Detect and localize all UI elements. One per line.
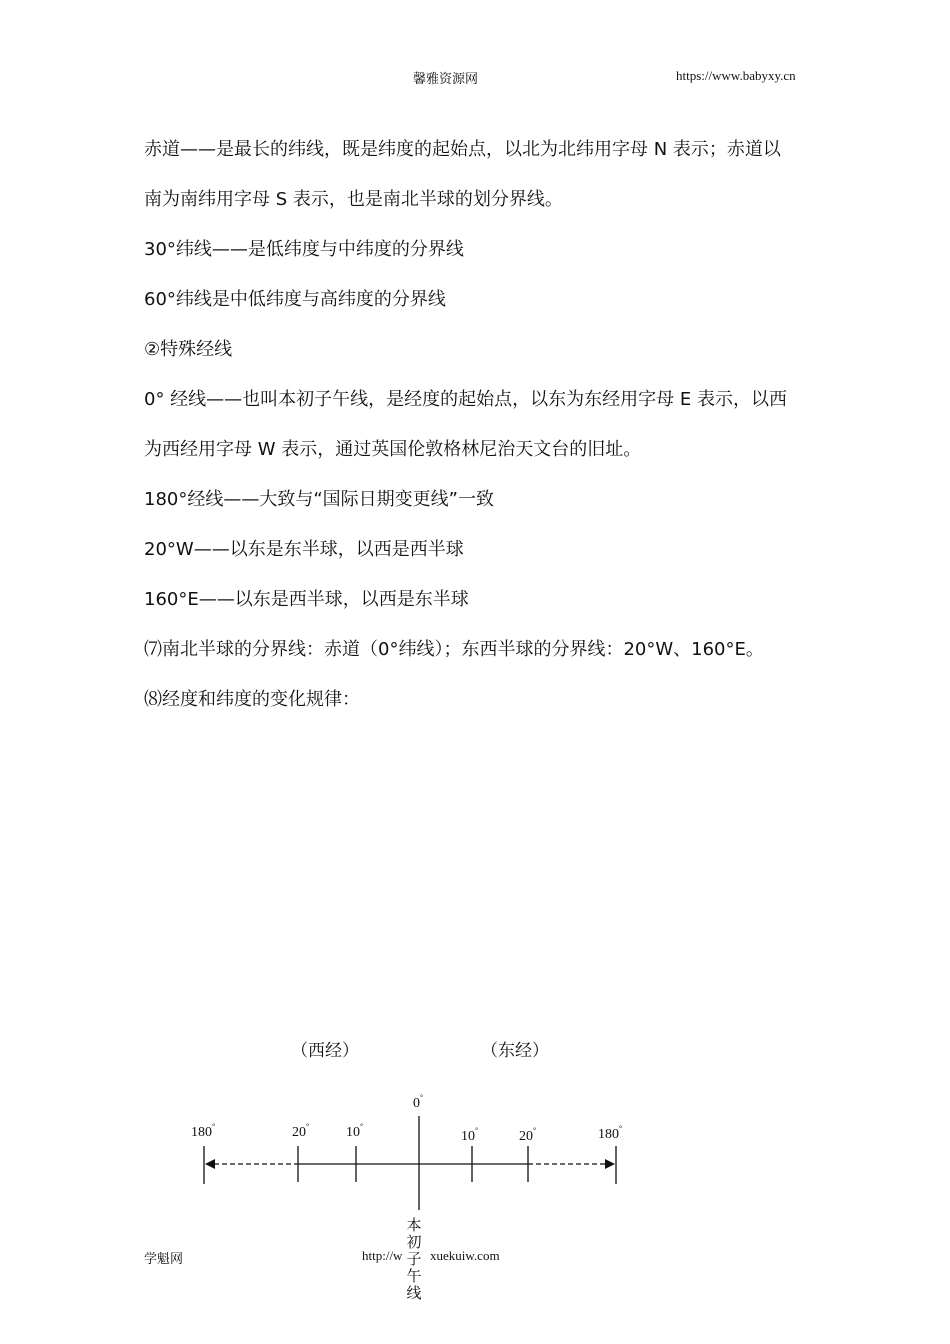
prime-meridian-vertical-label [404,1218,424,1303]
tick-label-20w: 20° [292,1122,310,1140]
paragraph-20w: 20°W——以东是东半球，以西是西半球 [144,539,464,560]
prime-meridian-char: 线 [404,1286,424,1303]
footer-url-part-1: http://w [362,1248,403,1263]
paragraph-prime-meridian-2: 为西经用字母 W 表示，通过英国伦敦格林尼治天文台的旧址。 [144,439,642,460]
paragraph-30-latitude: 30°纬线——是低纬度与中纬度的分界线 [144,239,464,260]
paragraph-hemisphere-boundaries: ⑺南北半球的分界线：赤道（0°纬线）；东西半球的分界线：20°W、160°E。 [144,639,764,660]
prime-meridian-char: 初 [404,1235,424,1252]
footer-url-part-2: xuekuiw.com [430,1248,500,1263]
tick-label-10e: 10° [461,1126,479,1144]
paragraph-prime-meridian-1: 0° 经线——也叫本初子午线，是经度的起始点，以东为东经用字母 E 表示，以西 [144,389,787,410]
paragraph-60-latitude: 60°纬线是中低纬度与高纬度的分界线 [144,289,446,310]
tick-label-180e: 180° [598,1124,623,1142]
tick-label-180w: 180° [191,1122,216,1140]
paragraph-equator-2: 南为南纬用字母 S 表示，也是南北半球的划分界线。 [144,189,563,210]
east-longitude-label: （东经） [481,1041,549,1061]
tick-label-0: 0° [413,1093,424,1111]
tick-label-20e: 20° [519,1126,537,1144]
header-site-url: https://www.babyxy.cn [676,68,796,83]
tick-label-10w: 10° [346,1122,364,1140]
prime-meridian-char: 本 [404,1218,424,1235]
arrowhead-right [605,1159,615,1169]
header-site-name: 馨雅资源网 [413,71,479,86]
paragraph-change-rules: ⑻经度和纬度的变化规律： [144,689,360,710]
footer-site-name: 学魁网 [144,1251,184,1266]
arrowhead-left [205,1159,215,1169]
paragraph-160e: 160°E——以东是西半球，以西是东半球 [144,589,469,610]
paragraph-180-meridian: 180°经线——大致与“国际日期变更线”一致 [144,489,495,510]
west-longitude-label: （西经） [291,1041,359,1061]
prime-meridian-char: 午 [404,1269,424,1286]
prime-meridian-char: 子 [404,1252,424,1269]
section-special-meridians: ②特殊经线 [144,339,233,360]
paragraph-equator-1: 赤道——是最长的纬线，既是纬度的起始点，以北为北纬用字母 N 表示；赤道以 [144,139,781,160]
